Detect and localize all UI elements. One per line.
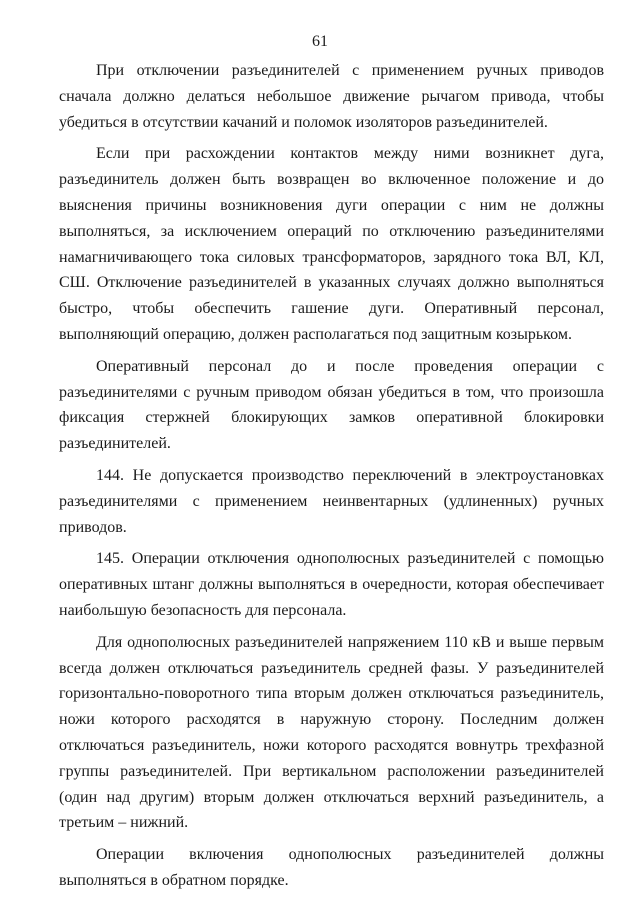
- paragraph-manual-drive-check: При отключении разъединителей с применением ручных приводов сначала должно делаться небольшое движение рычагом привода, чтобы убедиться в отсутствии качаний и поломок изоляторов разъединителей.: [59, 62, 604, 131]
- paragraph-item-145: 145. Операции отключения однополюсных разъединителей с помощью оперативных штанг должны выполняться в очередности, которая обеспечивает наибольшую безопасность для персонала.: [59, 550, 604, 619]
- paragraph-item-144: 144. Не допускается производство переключений в электроустановках разъединителями с применением неинвентарных (удлиненных) ручных приводов.: [59, 466, 604, 536]
- document-body: [59, 58, 604, 900]
- paragraph-single-pole-order: Для однополюсных разъединителей напряжением 110 кВ и выше первым всегда должен отключаться разъединитель средней фазы. У разъединителей горизонтально-поворотного типа вторым должен отключаться разъединитель, ножи которого расходятся в наружную сторону. Последним должен отключаться разъединитель, ножи которого расходятся вовнутрь трехфазной группы разъединителей. При вертикальном расположении разъединителей (один над другим) вторым должен отключаться верхний разъединитель, а третьим – нижний.: [59, 633, 604, 832]
- page-number: 61: [312, 33, 328, 50]
- paragraph-interlock-check: Оперативный персонал до и после проведения операции с разъединителями с ручным приводом обязан убедиться в том, что произошла фиксация стержней блокирующих замков оперативной блокировки разъединителей.: [59, 357, 604, 453]
- paragraph-arc-handling: Если при расхождении контактов между ними возникнет дуга, разъединитель должен быть возвращен во включенное положение и до выяснения причины возникновения дуги операции с ним не должны выполняться, за исключением операций по отключению разъединителями намагничивающего тока силовых трансформаторов, зарядного тока ВЛ, КЛ, СШ. Отключение разъединителей в указанных случаях должно выполняться быстро, чтобы обеспечить гашение дуги. Оперативный персонал, выполняющий операцию, должен располагаться под защитным козырьком.: [59, 145, 604, 343]
- paragraph-closing-order: Операции включения однополюсных разъединителей должны выполняться в обратном порядке.: [59, 846, 604, 889]
